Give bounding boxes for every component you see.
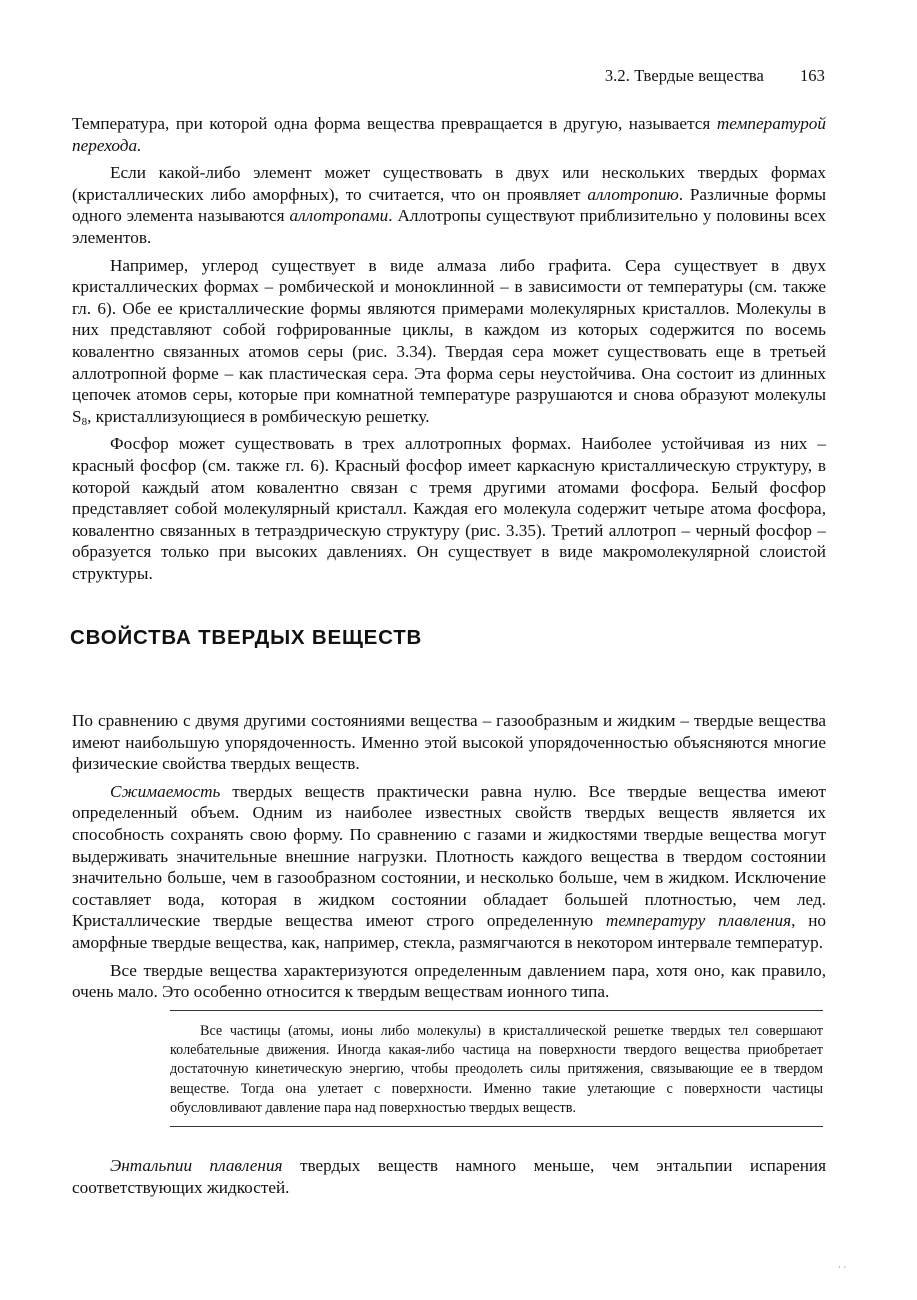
text-run: твердых веществ намного меньше, чем энтальпии испарения соответствующих жидкостей. bbox=[72, 1156, 827, 1197]
paragraph-enthalpy bbox=[72, 1155, 826, 1198]
scan-speck-decoration: · · bbox=[838, 1262, 847, 1272]
text-run: Температура, при которой одна форма вещества превращается в другую, называется bbox=[72, 114, 717, 133]
term-melting-temperature: температуру плавления bbox=[605, 911, 792, 931]
paragraph-transition-temperature bbox=[72, 113, 826, 156]
term-allotropy: аллотропию bbox=[587, 184, 679, 204]
term-transition-temperature: температурой перехода bbox=[72, 114, 826, 155]
section-header: 3.2. Твердые вещества bbox=[604, 66, 764, 85]
text-run: Например, углерод существует в виде алмаза либо графита. Сера существует в двух кристаллических формах – ромбической и моноклинной – в зависимости от температуры (см. также гл. 6). Обе ее кристаллические формы являются примерами молекулярных кристаллов. Молекулы в них представляют собой гофрированные циклы, в каждом из которых содержится по восемь ковалентно связанных атомов серы (рис. 3.34). Твердая сера может существовать еще в третьей аллотропной форме – как пластическая сера. Эта форма серы неустойчива. Она состоит из длинных цепочек атомов серы, которые при комнатной температуре разрушаются и снова образуют молекулы S bbox=[72, 255, 826, 426]
subscript: 8 bbox=[81, 415, 88, 428]
note-box bbox=[170, 1010, 823, 1127]
text-run: Если какой-либо элемент может существовать в двух или нескольких твердых формах (кристаллических либо аморфных), то считается, что он проявляет bbox=[72, 163, 826, 204]
text-run: . Различные формы одного элемента называются bbox=[72, 184, 826, 226]
term-enthalpy-of-fusion: Энтальпии плавления bbox=[110, 1156, 283, 1175]
section-title: СВОЙСТВА ТВЕРДЫХ ВЕЩЕСТВ bbox=[70, 626, 423, 649]
page-number: 163 bbox=[799, 66, 825, 85]
note-text: Все частицы (атомы, ионы либо молекулы) в кристаллической решетке твердых тел совершают колебательные движения. Иногда какая-либо частица на поверхности твердого вещества приобретает достаточную кинетическую энергию, чтобы преодолеть силы притяжения, связывающие ее в твердом веществе. Тогда она улетает с поверхности. Именно такие улетающие с поверхности частицы обусловливают давление пара над поверхностью твердых веществ. bbox=[170, 1023, 823, 1116]
text-run: , кристаллизующиеся в ромбическую решетку. bbox=[87, 406, 430, 426]
text-run: , но аморфные твердые вещества, как, например, стекла, размягчаются в некотором интервале температур. bbox=[72, 911, 827, 952]
text-block-enthalpy bbox=[72, 1155, 826, 1198]
paragraph-order: По сравнению с двумя другими состояниями вещества – газообразным и жидким – твердые вещества имеют наибольшую упорядоченность. Именно этой высокой упорядоченностью объясняются многие физические свойства твердых веществ. bbox=[72, 711, 826, 774]
running-head bbox=[605, 66, 825, 86]
term-compressibility: Сжимаемость bbox=[110, 781, 221, 801]
text-block-properties bbox=[72, 710, 826, 1003]
paragraph-compressibility bbox=[72, 781, 826, 954]
paragraph-sulfur bbox=[72, 255, 826, 428]
paragraph-allotropy bbox=[72, 162, 826, 248]
paragraph-phosphorus: Фосфор может существовать в трех аллотропных формах. Наиболее устойчивая из них – красный фосфор (см. также гл. 6). Красный фосфор имеет каркасную кристаллическую структуру, в которой каждый атом ковалентно связан с тремя другими атомами фосфора. Белый фосфор представляет собой молекулярный кристалл. Каждая его молекула содержит четыре атома фосфора, ковалентно связанных в тетраэдрическую структуру (рис. 3.35). Третий аллотроп – черный фосфор – образуется только при высоких давлениях. Он существует в виде макромолекулярной слоистой структуры. bbox=[72, 434, 826, 583]
text-run: твердых веществ практически равна нулю. Все твердые вещества имеют определенный объем. Одним из наиболее известных свойств твердых веществ является их способность сохранять свою форму. По сравнению с газами и жидкостями твердые вещества могут выдерживать значительные внешние нагрузки. Плотность каждого вещества в твердом состоянии значительно больше, чем в газообразном состоянии, и несколько больше, чем в жидком. Исключение составляет вода, которая в жидком состоянии обладает большей плотностью, чем лед. Кристаллические твердые вещества имеют строго определенную bbox=[72, 781, 826, 931]
text-run: . Аллотропы существуют приблизительно у половины всех элементов. bbox=[72, 206, 826, 247]
term-allotropes: аллотропами bbox=[289, 206, 389, 226]
paragraph-vapor-pressure: Все твердые вещества характеризуются определенным давлением пара, хотя оно, как правило, очень мало. Это особенно относится к твердым веществам ионного типа. bbox=[72, 960, 826, 1002]
text-run: . bbox=[137, 135, 142, 155]
text-block-allotropy bbox=[72, 113, 826, 584]
